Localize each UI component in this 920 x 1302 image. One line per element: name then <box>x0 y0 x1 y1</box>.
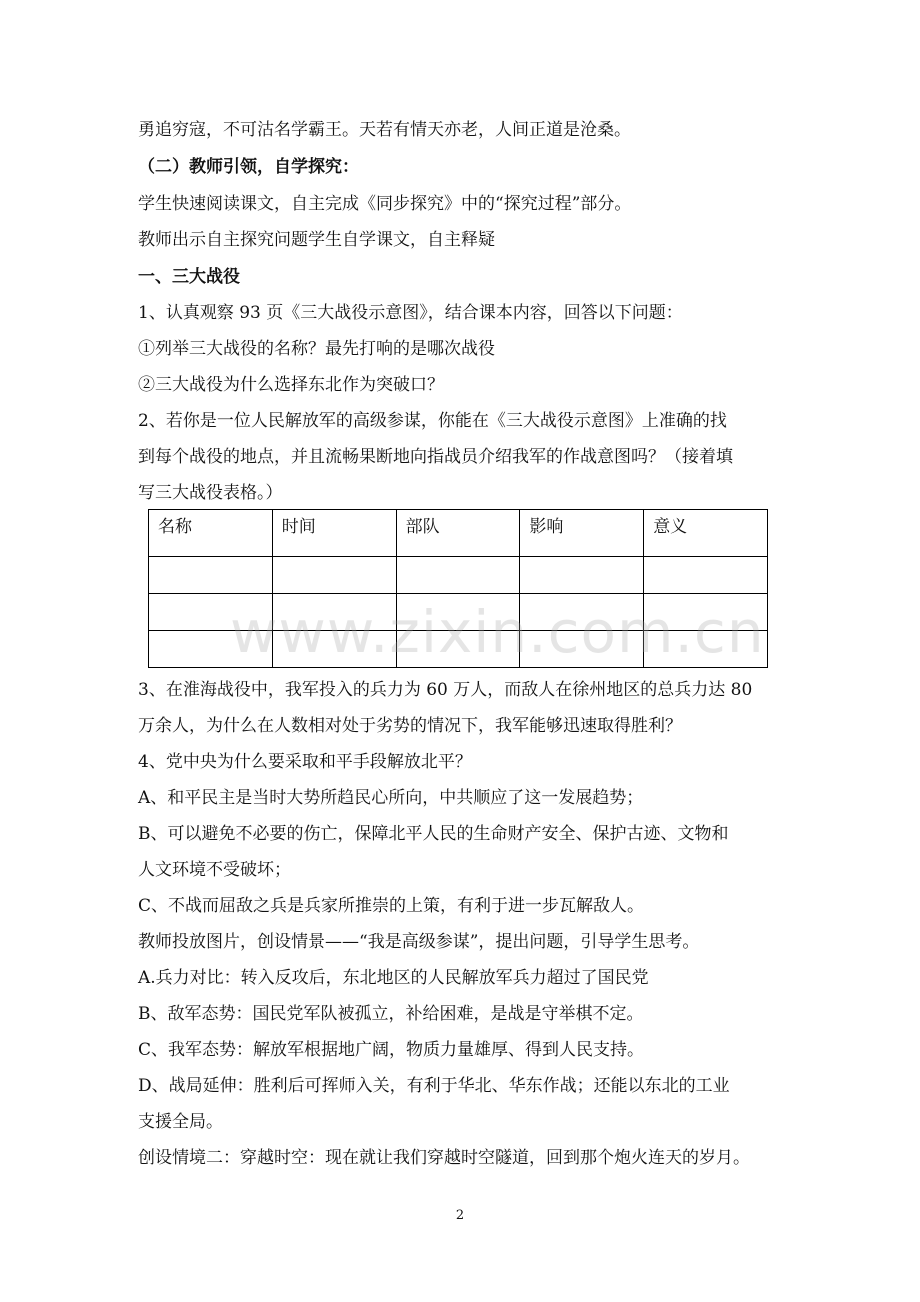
text-line: ②三大战役为什么选择东北作为突破口？ <box>138 375 444 395</box>
text-line: B、可以避免不必要的伤亡，保障北平人民的生命财产安全、保护古迹、文物和 <box>138 824 729 844</box>
text-line: C、不战而屈敌之兵是兵家所推崇的上策，有利于进一步瓦解敌人。 <box>138 896 645 916</box>
text-line: 学生快速阅读课文，自主完成《同步探究》中的“探究过程”部分。 <box>138 194 632 214</box>
text-line: 教师出示自主探究问题学生自学课文，自主释疑 <box>138 230 495 250</box>
table-cell <box>520 594 644 631</box>
text-line: 创设情境二：穿越时空：现在就让我们穿越时空隧道，回到那个炮火连天的岁月。 <box>138 1148 750 1168</box>
table-cell <box>149 594 273 631</box>
text-line: 2、若你是一位人民解放军的高级参谋，你能在《三大战役示意图》上准确的找 <box>138 411 727 431</box>
table-header-cell: 名称 <box>149 510 273 557</box>
table-cell <box>396 594 520 631</box>
section-heading: （二）教师引领，自学探究： <box>138 157 359 177</box>
table-cell <box>396 557 520 594</box>
table-cell <box>272 594 396 631</box>
text-line: 1、认真观察 93 页《三大战役示意图》，结合课本内容，回答以下问题： <box>138 303 683 323</box>
table-cell <box>644 631 768 668</box>
battle-table <box>148 509 768 668</box>
table-cell <box>396 631 520 668</box>
text-line: 4、党中央为什么要采取和平手段解放北平？ <box>138 752 472 772</box>
table-cell <box>520 631 644 668</box>
table-header-cell: 时间 <box>272 510 396 557</box>
watermark: www.zixin.com.cn <box>230 598 765 666</box>
text-line: 支援全局。 <box>138 1112 223 1132</box>
text-line: A、和平民主是当时大势所趋民心所向，中共顺应了这一发展趋势； <box>138 788 644 808</box>
table-header-cell: 影响 <box>520 510 644 557</box>
text-line: C、我军态势：解放军根据地广阔，物质力量雄厚、得到人民支持。 <box>138 1040 645 1060</box>
table-cell <box>272 557 396 594</box>
text-line: 写三大战役表格。） <box>138 483 283 503</box>
table-header-cell: 意义 <box>644 510 768 557</box>
table-header-cell: 部队 <box>396 510 520 557</box>
table-row <box>149 631 768 668</box>
section-heading: 一、三大战役 <box>138 267 240 287</box>
text-line: D、战局延伸：胜利后可挥师入关，有利于华北、华东作战；还能以东北的工业 <box>138 1076 730 1096</box>
table-cell <box>520 557 644 594</box>
table-cell <box>149 557 273 594</box>
table-cell <box>644 557 768 594</box>
page-number: 2 <box>455 1208 465 1223</box>
text-line: 人文环境不受破坏； <box>138 860 291 880</box>
table-row <box>149 557 768 594</box>
text-line: ①列举三大战役的名称？最先打响的是哪次战役 <box>138 339 495 359</box>
table-row <box>149 594 768 631</box>
text-line: 勇追穷寇，不可沽名学霸王。天若有情天亦老，人间正道是沧桑。 <box>138 120 631 140</box>
text-line: A.兵力对比：转入反攻后，东北地区的人民解放军兵力超过了国民党 <box>138 968 649 988</box>
text-line: B、敌军态势：国民党军队被孤立，补给困难，是战是守举棋不定。 <box>138 1004 644 1024</box>
text-line: 万余人，为什么在人数相对处于劣势的情况下，我军能够迅速取得胜利？ <box>138 716 682 736</box>
table-cell <box>644 594 768 631</box>
table-cell <box>149 631 273 668</box>
table-header-row <box>149 510 768 557</box>
table-cell <box>272 631 396 668</box>
text-line: 到每个战役的地点，并且流畅果断地向指战员介绍我军的作战意图吗？（接着填 <box>138 447 733 467</box>
text-line: 教师投放图片，创设情景——“我是高级参谋”，提出问题，引导学生思考。 <box>138 932 700 952</box>
text-line: 3、在淮海战役中，我军投入的兵力为 60 万人，而敌人在徐州地区的总兵力达 80 <box>138 680 753 700</box>
